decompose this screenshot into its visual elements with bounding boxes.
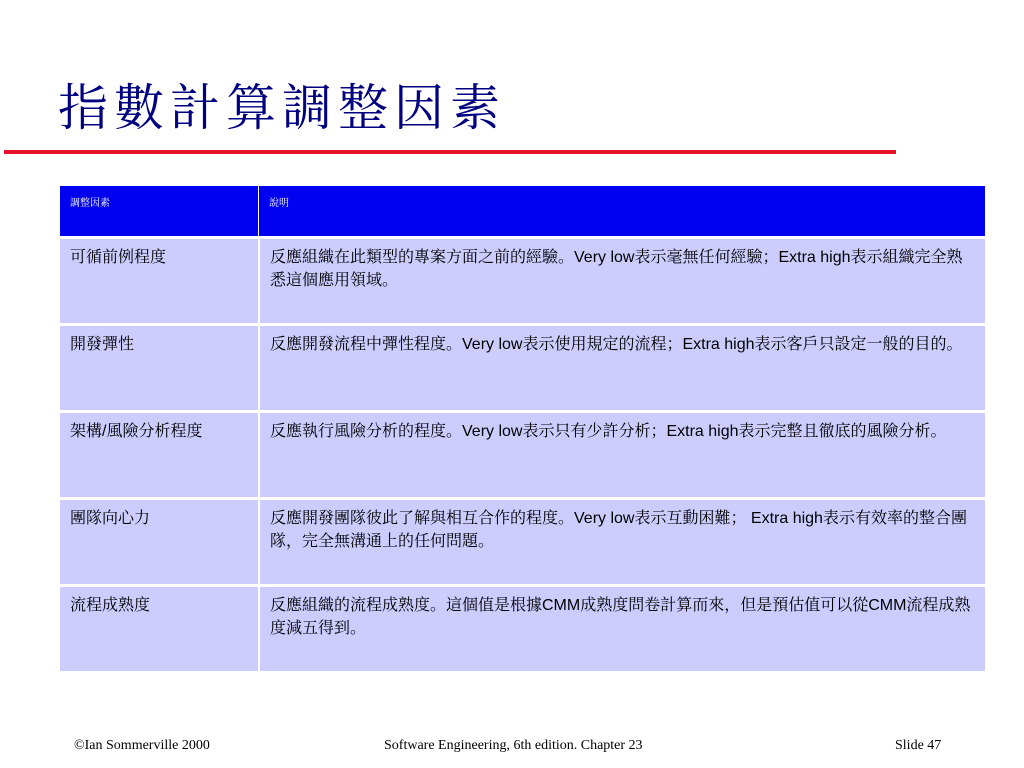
factors-table-container xyxy=(60,186,985,674)
description-cell: 反應執行風險分析的程度。Very low表示只有少許分析；Extra high表示完整且徹底的風險分析。 xyxy=(258,413,985,497)
header-description: 說明 xyxy=(258,186,985,236)
description-cell: 反應組織的流程成熟度。這個值是根據CMM成熟度問卷計算而來，但是預估值可以從CMM流程成熟度減五得到。 xyxy=(258,587,985,671)
table-row xyxy=(60,326,985,410)
footer-book-title: Software Engineering, 6th edition. Chapter 23 xyxy=(384,738,643,753)
footer-slide-number: Slide 47 xyxy=(895,738,942,753)
table-row xyxy=(60,500,985,584)
title-underline xyxy=(4,150,896,154)
table-row xyxy=(60,239,985,323)
table-header-row xyxy=(60,186,985,236)
factor-cell: 流程成熟度 xyxy=(60,587,258,671)
factor-cell: 可循前例程度 xyxy=(60,239,258,323)
factor-cell: 架構/風險分析程度 xyxy=(60,413,258,497)
description-cell: 反應組織在此類型的專案方面之前的經驗。Very low表示毫無任何經驗；Extra high表示組織完全熟悉這個應用領域。 xyxy=(258,239,985,323)
factor-cell: 開發彈性 xyxy=(60,326,258,410)
description-cell: 反應開發流程中彈性程度。Very low表示使用規定的流程；Extra high表示客戶只設定一般的目的。 xyxy=(258,326,985,410)
table-row xyxy=(60,587,985,671)
table-row xyxy=(60,413,985,497)
slide-title: 指數計算調整因素 xyxy=(58,79,506,137)
footer-copyright: ©Ian Sommerville 2000 xyxy=(74,738,210,753)
header-factor: 調整因素 xyxy=(60,186,258,236)
factor-cell: 團隊向心力 xyxy=(60,500,258,584)
description-cell: 反應開發團隊彼此了解與相互合作的程度。Very low表示互動困難； Extra high表示有效率的整合團隊，完全無溝通上的任何問題。 xyxy=(258,500,985,584)
adjustment-factors-table xyxy=(60,183,985,674)
